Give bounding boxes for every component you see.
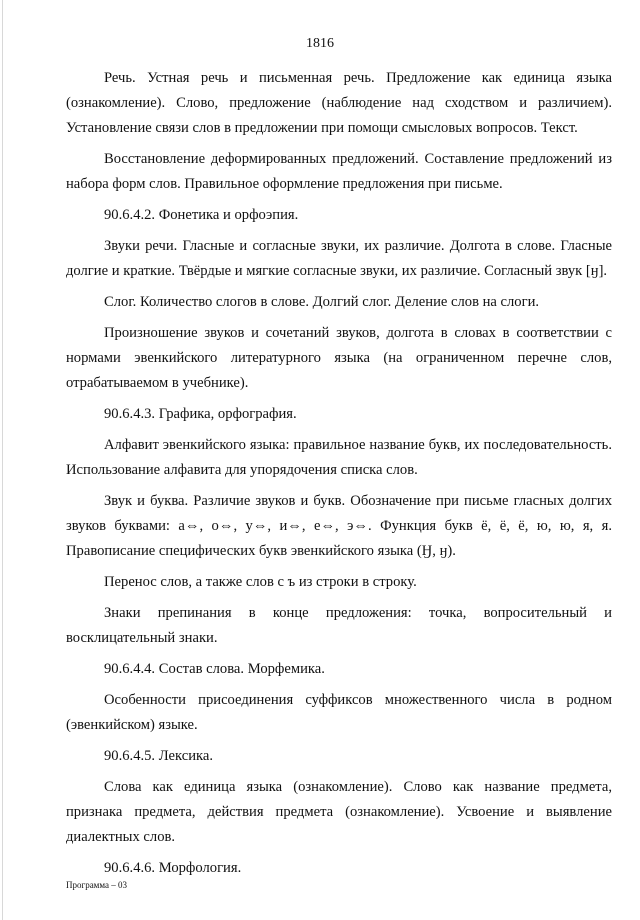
paragraph-speech: Речь. Устная речь и письменная речь. Предложение как единица языка (ознакомление). Слово, предложение (наблюдение над сходством и различием). Установление связи слов в предложении при помощи смысловых вопросов. Текст. xyxy=(66,70,612,136)
paragraph-alphabet: Алфавит эвенкийского языка: правильное название букв, их последовательность. Использование алфавита для упорядочения списка слов. xyxy=(66,437,612,478)
paragraph-deformed-sentences: Восстановление деформированных предложений. Составление предложений из набора форм слов. Правильное оформление предложения при письме. xyxy=(66,151,612,192)
section-heading-morphemics: 90.6.4.4. Состав слова. Морфемика. xyxy=(104,661,325,677)
scan-edge xyxy=(2,0,3,920)
paragraph-syllable: Слог. Количество слогов в слове. Долгий слог. Деление слов на слоги. xyxy=(104,294,540,310)
section-heading-morphology: 90.6.4.6. Морфология. xyxy=(104,860,242,876)
page-body xyxy=(66,66,612,887)
page-number: 1816 xyxy=(306,36,334,51)
paragraph-suffixes: Особенности присоединения суффиксов множественного числа в родном (эвенкийском) языке. xyxy=(66,692,612,733)
paragraph-word-unit: Слова как единица языка (ознакомление). Слово как название предмета, признака предмета, действия предмета (ознакомление). Усвоение и выявление диалектных слов. xyxy=(66,779,612,845)
section-heading-lexicon: 90.6.4.5. Лексика. xyxy=(104,748,214,764)
page-footer: Программа – 03 xyxy=(66,880,128,890)
paragraph-pronunciation: Произношение звуков и сочетаний звуков, долгота в словах в соответствии с нормами эвенкийского литературного языка (на ограниченном перечне слов, отрабатываемом в учебнике). xyxy=(66,325,612,391)
section-heading-phonetics: 90.6.4.2. Фонетика и орфоэпия. xyxy=(104,207,299,223)
section-heading-graphics: 90.6.4.3. Графика, орфография. xyxy=(104,406,297,422)
paragraph-punctuation: Знаки препинания в конце предложения: точка, вопросительный и восклицательный знаки. xyxy=(66,605,612,646)
paragraph-word-wrap: Перенос слов, а также слов с ъ из строки в строку. xyxy=(104,574,417,590)
paragraph-sound-letter: Звук и буква. Различие звуков и букв. Обозначение при письме гласных долгих звуков буквами: а⇔, о⇔, у⇔, и⇔, е⇔, э⇔. Функция букв ё, ë, ё, ю, ю, я, я. Правописание специфических букв эвенкийского языка (Ӈ, ӈ). xyxy=(66,493,612,559)
paragraph-speech-sounds: Звуки речи. Гласные и согласные звуки, их различие. Долгота в слове. Гласные долгие и краткие. Твёрдые и мягкие согласные звуки, их различие. Согласный звук [ӈ]. xyxy=(66,238,612,279)
